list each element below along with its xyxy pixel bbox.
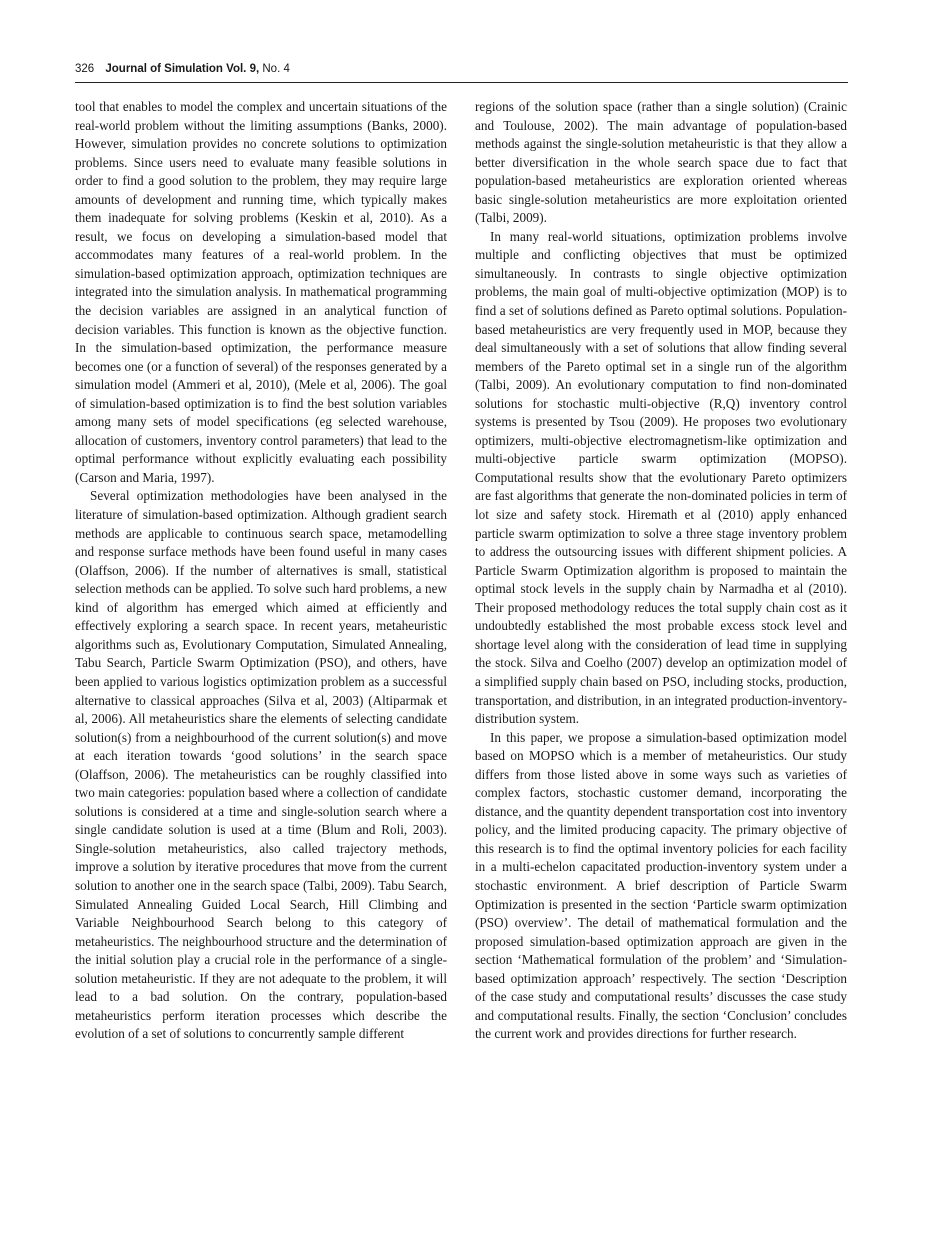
journal-issue: No. 4 — [262, 63, 290, 75]
page-number: 326 — [75, 63, 95, 75]
left-column — [75, 98, 447, 1044]
running-header — [75, 62, 848, 83]
paragraph: In this paper, we propose a simulation-based optimization model based on MOPSO which is a member of metaheuristics. Our study differs from those listed above in some ways such as varieties of complex factors, stochastic customer demand, incorporating the distance, and the quantity dependent transportation cost into inventory policy, and the limited producing capacity. The primary objective of this research is to find the optimal inventory policies for each facility in a multi-echelon capacitated production-inventory system under a stochastic environment. A brief description of Particle Swarm Optimization is presented in the section ‘Particle swarm optimization (PSO) overview’. The detail of mathematical formulation and the proposed simulation-based optimization approach are given in the section ‘Mathematical formulation of the problem’ and ‘Simulation-based optimization approach’ respectively. The section ‘Description of the case study and computational results’ discusses the case study and computational results. Finally, the section ‘Conclusion’ concludes the current work and provides directions for further research. — [475, 729, 847, 1042]
paragraph: In many real-world situations, optimization problems involve multiple and conflicting objectives that must be optimized simultaneously. In contrasts to single objective optimization problems, the main goal of multi-objective optimization (MOP) is to find a set of solutions defined as Pareto optimal solutions. Population-based metaheuristics are very frequently used in MOP, because they deal simultaneously with a set of solutions that allow finding several members of the Pareto optimal set in a single run of the algorithm (Talbi, 2009). An evolutionary computation to find non-dominated solutions for stochastic multi-objective (R,Q) inventory control systems is presented by Tsou (2009). He proposes two evolutionary optimizers, multi-objective electromagnetism-like optimization and multi-objective particle swarm optimization (MOPSO). Computational results show that the evolutionary Pareto optimizers are fast algorithms that generate the non-dominated policies in term of lot size and safety stock. Hiremath et al (2010) apply enhanced particle swarm optimization to solve a three stage inventory problem to address the outsourcing issues with different shipment policies. A Particle Swarm Optimization algorithm is proposed to maintain the optimal stock levels in the supply chain by Narmadha et al (2010). Their proposed methodology reduces the total supply chain cost as it undoubtedly established the most probable excess stock level and shortage level along with the consideration of lead time in supplying the stock. Silva and Coelho (2007) develop an optimization model of a simplified supply chain based on PSO, including stocks, production, transportation, and distribution, in an integrated production-inventory-distribution system. — [475, 228, 847, 727]
paragraph: regions of the solution space (rather than a single solution) (Crainic and Toulouse, 2002). The main advantage of population-based methods against the single-solution metaheuristic is that they allow a better diversification in the whole search space due to fact that population-based metaheuristics are exploration oriented whereas basic single-solution metaheuristics are more exploitation oriented (Talbi, 2009). — [475, 99, 847, 226]
paragraph: tool that enables to model the complex and uncertain situations of the real-world problem without the limiting assumptions (Banks, 2000). However, simulation provides no concrete solutions to optimization problems. Since users need to evaluate many feasible solutions in order to find a good solution to the problem, they may require large amounts of development and running time, which typically makes them inadequate for solving problems (Keskin et al, 2010). As a result, we focus on developing a simulation-based model that accommodates many features of a real-world problem. In the simulation-based optimization approach, optimization techniques are integrated into the simulation analysis. In mathematical programming the decision variables are assigned in an analytical function of decision variables. This function is known as the objective function. In the simulation-based optimization, the performance measure becomes one (or a function of several) of the responses generated by a simulation model (Ammeri et al, 2010), (Mele et al, 2006). The goal of simulation-based optimization is to find the best solution variables among many sets of model specifications (eg selected warehouse, allocation of customers, inventory control parameters) that lead to the optimal performance without explicitly evaluating each possibility (Carson and Maria, 1997). — [75, 99, 447, 485]
right-column — [475, 98, 847, 1044]
journal-title: Journal of Simulation Vol. 9, — [105, 63, 260, 75]
paragraph: Several optimization methodologies have been analysed in the literature of simulation-based optimization. Although gradient search methods are applicable to continuous search space, metamodelling and response surface methods have been found useful in many cases (Olaffson, 2006). If the number of alternatives is small, statistical selection methods can be applied. To solve such hard problems, a new kind of algorithm has emerged which aimed at efficiently and effectively exploring a search space. In recent years, metaheuristic algorithms such as, Evolutionary Computation, Simulated Annealing, Tabu Search, Particle Swarm Optimization (PSO), and others, have been applied to various logistics optimization problem as a successful alternative to classical approaches (Silva et al, 2003) (Altiparmak et al, 2006). All metaheuristics share the elements of selecting candidate solution(s) from a neighbourhood of the current solution(s) and move at each iteration towards ‘good solutions’ in the search space (Olaffson, 2006). The metaheuristics can be roughly classified into two main categories: population based where a collection of candidate solutions is considered at a time and single-solution search where a single candidate solution is used at a time (Blum and Roli, 2003). Single-solution metaheuristics, also called trajectory methods, improve a solution by iterative procedures that move from the current solution to another one in the search space (Talbi, 2009). Tabu Search, Simulated Annealing Guided Local Search, Hill Climbing and Variable Neighbourhood Search belong to this category of metaheuristics. The neighbourhood structure and the determination of the initial solution play a crucial role in the performance of a single-solution metaheuristic. If they are not adequate to the problem, it will lead to a bad solution. On the contrary, population-based metaheuristics perform iteration processes which describe the evolution of a set of solutions to concurrently sample different — [75, 488, 447, 1042]
